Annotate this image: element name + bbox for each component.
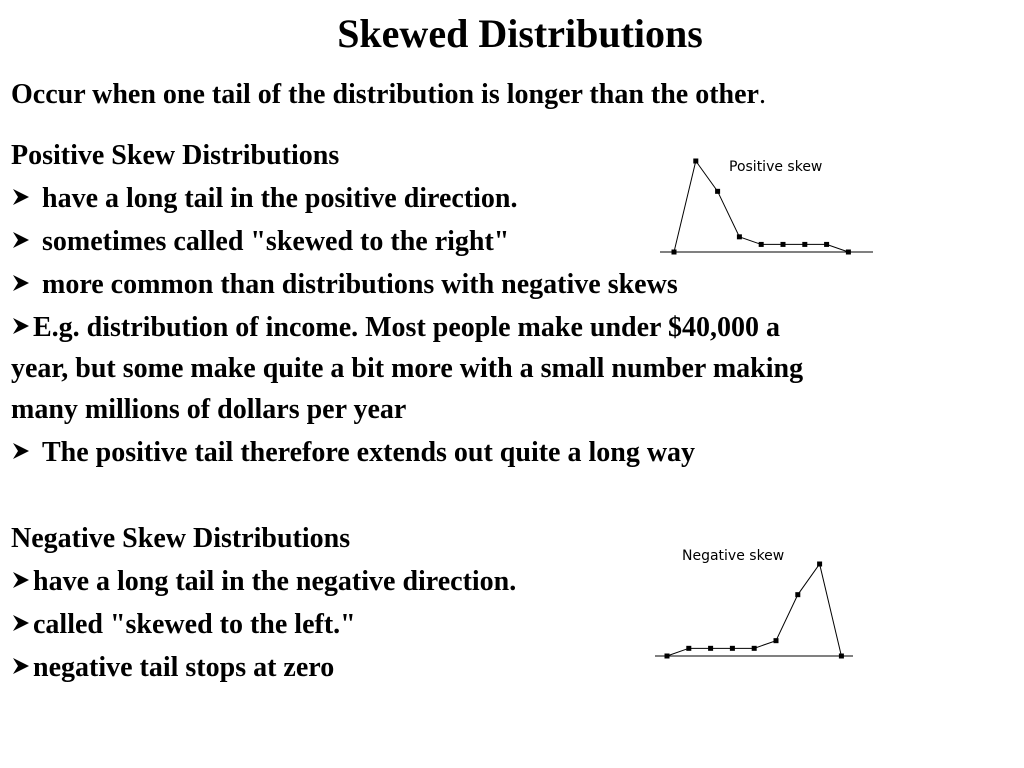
positive-chart-point-6 xyxy=(781,242,786,247)
arrowhead-bullet-icon xyxy=(11,439,33,463)
negative-skew-label: Negative skew xyxy=(682,548,785,564)
positive-bullet-2 xyxy=(11,225,509,259)
negative-skew-chart xyxy=(650,540,875,665)
example-text-1: E.g. distribution of income. Most people make under $40,000 a xyxy=(33,312,780,343)
positive-bullet-text: more common than distributions with negative skews xyxy=(42,269,678,300)
negative-chart-point-8 xyxy=(817,562,822,567)
negative-chart-point-7 xyxy=(795,592,800,597)
positive-chart-point-9 xyxy=(846,250,851,255)
slide-title: Skewed Distributions xyxy=(337,11,703,56)
positive-bullet-text: have a long tail in the positive direction. xyxy=(42,183,518,214)
arrowhead-bullet-icon xyxy=(11,611,33,635)
positive-chart-point-7 xyxy=(802,242,807,247)
arrowhead-bullet-icon xyxy=(11,654,33,678)
positive-skew-label: Positive skew xyxy=(729,159,823,175)
negative-chart-point-3 xyxy=(708,646,713,651)
negative-chart-point-2 xyxy=(686,646,691,651)
negative-bullet-text: negative tail stops at zero xyxy=(33,652,335,683)
arrowhead-bullet-icon xyxy=(11,271,33,295)
negative-bullet-1 xyxy=(11,565,516,599)
negative-chart-point-1 xyxy=(665,654,670,659)
arrowhead-bullet-icon xyxy=(11,314,33,338)
positive-heading: Positive Skew Distributions xyxy=(11,140,340,171)
positive-skew-chart xyxy=(655,150,880,260)
negative-chart-point-6 xyxy=(774,638,779,643)
negative-chart-point-5 xyxy=(752,646,757,651)
negative-chart-point-4 xyxy=(730,646,735,651)
positive-bullet-3 xyxy=(11,268,678,302)
negative-bullet-3 xyxy=(11,651,334,685)
arrowhead-bullet-icon xyxy=(11,568,33,592)
example-line-3: many millions of dollars per year xyxy=(11,394,407,425)
positive-chart-point-8 xyxy=(824,242,829,247)
positive-chart-point-1 xyxy=(672,250,677,255)
arrowhead-bullet-icon xyxy=(11,185,33,209)
example-line-2: year, but some make quite a bit more with a small number making xyxy=(11,353,804,384)
positive-chart-point-3 xyxy=(715,189,720,194)
arrowhead-bullet-icon xyxy=(11,228,33,252)
negative-chart-point-9 xyxy=(839,654,844,659)
negative-bullet-text: called "skewed to the left." xyxy=(33,609,356,640)
positive-bullet-1 xyxy=(11,182,518,216)
intro-line xyxy=(11,78,766,112)
positive-chart-point-5 xyxy=(759,242,764,247)
negative-bullet-text: have a long tail in the negative direction. xyxy=(33,566,517,597)
example-line-1 xyxy=(11,311,780,345)
positive-bullet-4 xyxy=(11,436,695,470)
positive-bullet-text: The positive tail therefore extends out quite a long way xyxy=(42,437,696,468)
negative-bullet-2 xyxy=(11,608,356,642)
intro-period: . xyxy=(758,79,766,110)
negative-heading: Negative Skew Distributions xyxy=(11,523,351,554)
intro-text: Occur when one tail of the distribution is longer than the other xyxy=(11,79,759,110)
positive-chart-point-4 xyxy=(737,234,742,239)
negative-chart-series-line xyxy=(667,564,841,656)
positive-bullet-text: sometimes called "skewed to the right" xyxy=(42,226,510,257)
positive-chart-point-2 xyxy=(693,159,698,164)
